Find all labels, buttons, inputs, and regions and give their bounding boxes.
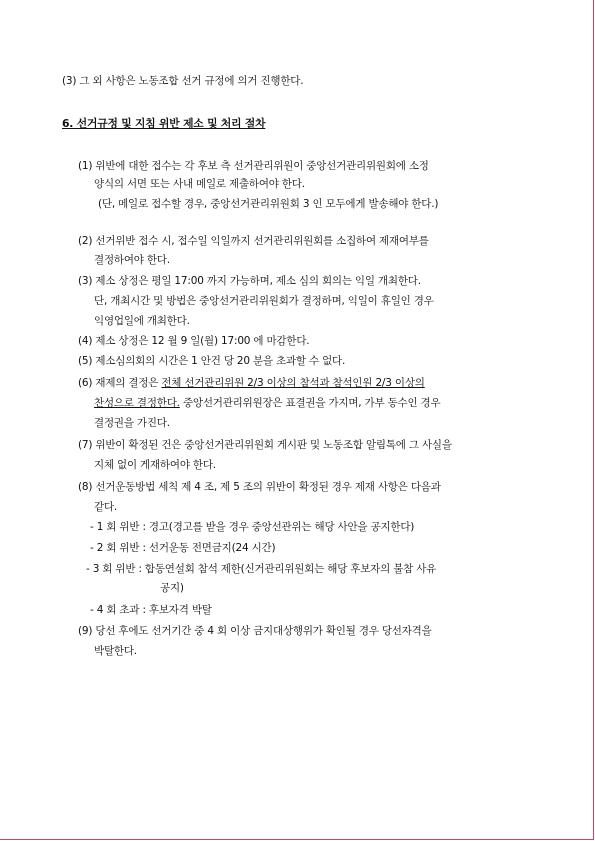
- item-6-line-2: [94, 396, 440, 410]
- item-7-line-1: (7) 위반이 확정된 건은 중앙선거관리위원회 게시판 및 노동조합 알림톡에 그 사실을: [78, 439, 452, 451]
- item-6-underlined-part-2: 찬성으로 결정한다.: [94, 397, 180, 409]
- item-2-line-2: 결정하여야 한다.: [94, 254, 170, 266]
- item-8-line-2: 같다.: [94, 501, 118, 513]
- item-1-line-1: (1) 위반에 대한 접수는 각 후보 측 선거관리위원이 중앙선거관리위원회에 소정: [78, 160, 429, 172]
- item-4-text: (4) 제소 상정은 12 월 9 일(월) 17:00 에 마감한다.: [78, 335, 310, 347]
- item-9-line-1: (9) 당선 후에도 선거기간 중 4 회 이상 금지대상행위가 확인될 경우 당선자격을: [78, 625, 432, 637]
- item-8-line-1: (8) 선거운동방법 세칙 제 4 조, 제 5 조의 위반이 확정된 경우 제재 사항은 다음과: [78, 481, 441, 493]
- item-7-line-2: 지체 없이 게재하여야 한다.: [94, 459, 216, 471]
- sanction-4: - 4 회 초과 : 후보자격 박탈: [90, 604, 212, 616]
- item-1-note: (단, 메일로 접수할 경우, 중앙선거관리위원회 3 인 모두에게 발송해야 한다.): [98, 198, 439, 210]
- item-1-line-2: 양식의 서면 또는 사내 메일로 제출하여야 한다.: [94, 178, 305, 190]
- sanction-3-line-1: - 3 회 위반 : 합동연설회 참석 제한(신거관리위원회는 해당 후보자의 불참 사유: [86, 563, 437, 575]
- item-3-line-1: (3) 제소 상정은 평일 17:00 까지 가능하며, 제소 심의 회의는 익일 개최한다.: [78, 275, 421, 287]
- item-5-text: (5) 제소심의회의 시간은 1 안건 당 20 분을 초과할 수 없다.: [78, 355, 346, 367]
- item-6-suffix: 중앙선거관리위원장은 표결권을 가지며, 가부 동수인 경우: [179, 397, 441, 409]
- sanction-2: - 2 회 위반 : 선거운동 전면금지(24 시간): [90, 542, 276, 554]
- item-3-text: (3) 그 외 사항은 노동조합 선거 규정에 의거 진행한다.: [62, 75, 304, 87]
- item-2-line-1: (2) 선거위반 접수 시, 접수일 익일까지 선거관리위원회를 소집하여 제재여부를: [78, 235, 429, 247]
- item-6-line-3: 결정권을 가진다.: [94, 417, 170, 429]
- item-6-line-1: [78, 376, 425, 390]
- item-3-line-3: 익영업일에 개최한다.: [94, 315, 190, 327]
- item-9-line-2: 박탈한다.: [94, 645, 137, 657]
- item-6-prefix: (6) 재제의 결정은: [78, 377, 162, 389]
- item-3-line-2: 단, 개최시간 및 방법은 중앙선거관리위원회가 결정하며, 익일이 휴일인 경우: [94, 295, 434, 307]
- section-6-heading: 6. 선거규정 및 지침 위반 제소 및 처리 절차: [62, 117, 266, 130]
- item-6-underlined-part-1: 전체 선거관리위원 2/3 이상의 참석과 참석인원 2/3 이상의: [161, 377, 425, 389]
- sanction-3-line-2: 공지): [160, 582, 184, 594]
- sanction-1: - 1 회 위반 : 경고(경고를 받을 경우 중앙선관위는 해당 사안을 공지한다): [90, 521, 415, 533]
